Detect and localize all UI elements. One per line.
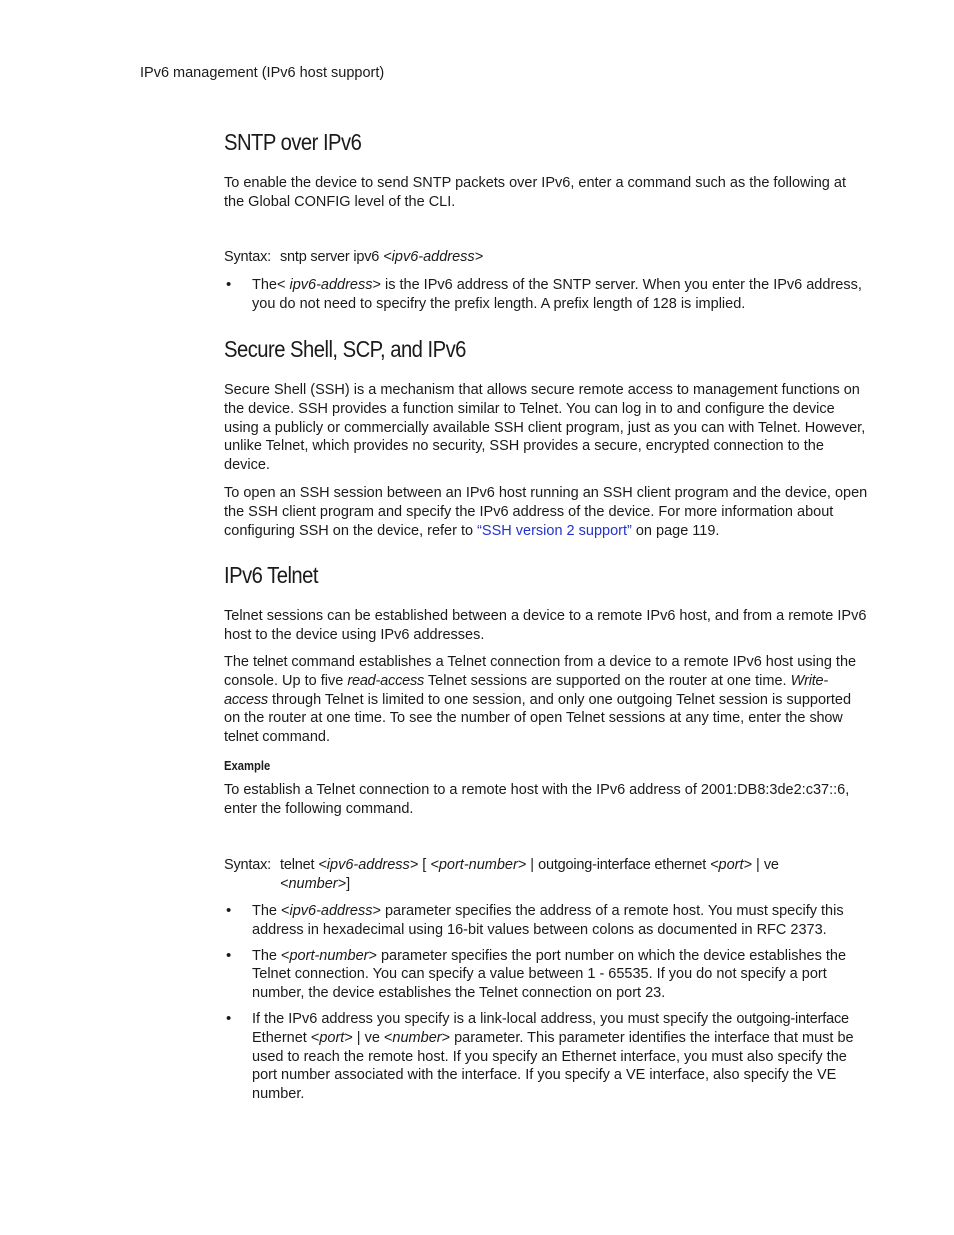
syntax-argument: <ipv6-address> — [383, 249, 484, 265]
running-header: IPv6 management (IPv6 host support) — [140, 65, 385, 81]
telnet-bullet-list — [224, 902, 869, 1104]
syntax-label: Syntax: — [224, 249, 271, 265]
list-item: • The <port-number> parameter specifies the port number on which the device establishes the Telnet connection. You can specify a value between 1 - 65535. If you do not specify a port number, the device establishes the Telnet connection on port 23. — [224, 947, 869, 1003]
sntp-bullet-list — [224, 276, 869, 314]
list-item: • The <ipv6-address> parameter specifies the address of a remote host. You must specify this address in hexadecimal using 16-bit values between colons as documented in RFC 2373. — [224, 902, 869, 940]
telnet-paragraph-1: Telnet sessions can be established between a device to a remote IPv6 host, and from a remote IPv6 host to the device using IPv6 addresses. — [224, 608, 867, 643]
telnet-syntax: Syntax: telnet <ipv6-address> [ <port-number> | outgoing-interface ethernet <port> | ve <number>] — [224, 857, 779, 892]
telnet-command: telnet — [253, 654, 288, 670]
ssh-paragraph-2: To open an SSH session between an IPv6 host running an SSH client program and the device, open the SSH client program and specify the IPv6 address of the device. For more information about configuring SSH on the device, refer to “SSH version 2 support” on page 119. — [224, 485, 868, 539]
telnet-paragraph-2: The telnet command establishes a Telnet connection from a device to a remote IPv6 host using the console. Up to five read-access Telnet sessions are supported on the router at one time. Write-access through Telnet is limited to one session, and only one outgoing Telnet session is supported on the router at one time. To see the number of open Telnet sessions at any time, enter the show telnet command. — [224, 654, 857, 746]
ssh-paragraph-1: Secure Shell (SSH) is a mechanism that allows secure remote access to management functions on the device. SSH provides a function similar to Telnet. You can log in to and configure the device using a publicly or commercially available SSH client program, just as you can with Telnet. However, unlike Telnet, which provides no security, SSH provides a secure, encrypted connection to the device. — [224, 382, 866, 474]
ssh-v2-support-link[interactable]: “SSH version 2 support” — [477, 522, 632, 539]
sntp-intro: To enable the device to send SNTP packets over IPv6, enter a command such as the following at the Global CONFIG level of the CLI. — [224, 175, 846, 210]
example-text: To establish a Telnet connection to a remote host with the IPv6 address of 2001:DB8:3de2:c37::6, enter the following command. — [224, 782, 850, 817]
list-item: • The< ipv6-address> is the IPv6 address of the SNTP server. When you enter the IPv6 address, you do not need to specifry the prefix length. A prefix length of 128 is implied. — [224, 276, 869, 314]
list-item: • If the IPv6 address you specify is a link-local address, you must specify the outgoing-interface Ethernet <port> | ve <number> parameter. This parameter identifies the interface that must be used to reach the remote host. If you specify an Ethernet interface, you must also specify the port number associated with the interface. If you specify a VE interface, also specify the VE number. — [224, 1010, 869, 1104]
show-telnet-command: show telnet — [224, 710, 843, 746]
section-heading-telnet: IPv6 Telnet — [224, 562, 318, 588]
section-heading-ssh: Secure Shell, SCP, and IPv6 — [224, 336, 466, 362]
example-heading: Example — [224, 759, 271, 773]
section-heading-sntp: SNTP over IPv6 — [224, 129, 362, 155]
syntax-command: sntp server ipv6 — [280, 249, 380, 265]
sntp-syntax — [224, 248, 869, 267]
